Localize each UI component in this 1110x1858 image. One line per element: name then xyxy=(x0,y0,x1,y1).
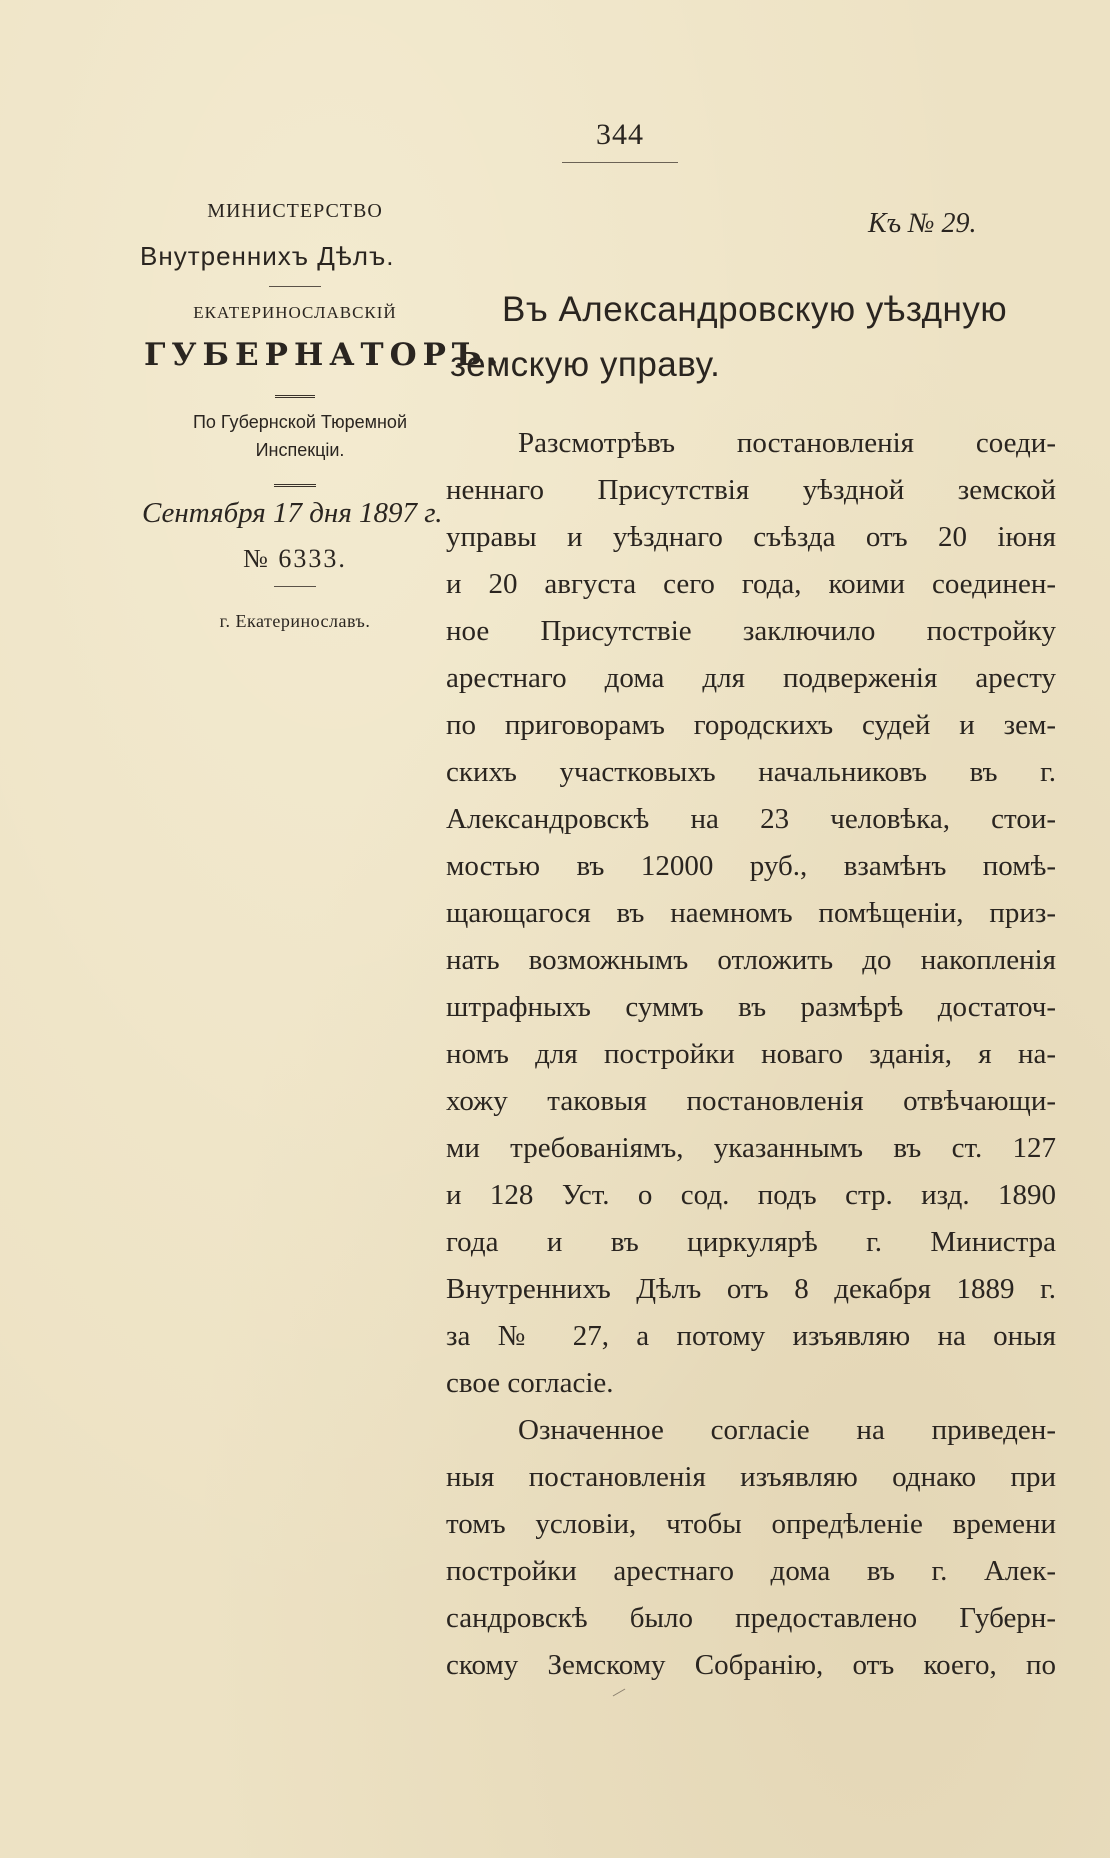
body-line: за № 27, а потому изъявляю на оныя xyxy=(446,1320,1056,1352)
body-line: года и въ циркулярѣ г. Министра xyxy=(446,1226,1056,1258)
reference-number: Къ № 29. xyxy=(868,208,977,239)
department xyxy=(130,408,460,464)
body-line: Означенное согласіе на приведен- xyxy=(518,1414,1056,1446)
department-line: Инспекціи. xyxy=(255,440,345,460)
letter-number: № 6333. xyxy=(243,544,347,573)
letter-body xyxy=(446,420,1056,1689)
body-line: номъ для постройки новаго зданія, я на- xyxy=(446,1038,1056,1070)
body-line: и 20 августа сего года, коими соединен- xyxy=(446,568,1056,600)
ministry-title: МИНИСТЕРСТВО xyxy=(207,200,383,222)
body-line: по приговорамъ городскихъ судей и зем- xyxy=(446,709,1056,741)
page-mark xyxy=(613,1689,626,1697)
body-line: Разсмотрѣвъ постановленія соеди- xyxy=(518,427,1056,459)
body-line: и 128 Уст. о сод. подъ стр. изд. 1890 xyxy=(446,1179,1056,1211)
page-number-rule xyxy=(562,162,678,163)
body-line: постройки арестнаго дома въ г. Алек- xyxy=(446,1555,1056,1587)
body-line: скому Земскому Собранію, отъ коего, по xyxy=(446,1649,1056,1681)
letter-date: Сентября 17 дня 1897 г. xyxy=(142,497,443,529)
body-line: Александровскѣ на 23 человѣка, стои- xyxy=(446,803,1056,835)
body-line: нать возможнымъ отложить до накопленія xyxy=(446,944,1056,976)
body-line: томъ условіи, чтобы опредѣленіе времени xyxy=(446,1508,1056,1540)
ministry-subtitle: Внутреннихъ Дѣлъ. xyxy=(140,241,395,271)
body-line: щающагося въ наемномъ помѣщеніи, приз- xyxy=(446,897,1056,929)
addressee-line: Въ Александровскую уѣздную xyxy=(502,290,1008,329)
governor-title: ГУБЕРНАТОРЪ. xyxy=(144,337,505,373)
body-line: ное Присутствіе заключило постройку xyxy=(446,615,1056,647)
governorate: ЕКАТЕРИНОСЛАВСКІЙ xyxy=(193,303,397,322)
body-line: штрафныхъ суммъ въ размѣрѣ достаточ- xyxy=(446,991,1056,1023)
page-number: 344 xyxy=(596,118,644,151)
addressee-line: земскую управу. xyxy=(450,345,721,384)
addressee xyxy=(450,282,1060,392)
department-line: По Губернской Тюремной xyxy=(192,412,407,432)
body-line: свое согласіе. xyxy=(446,1367,614,1399)
body-line: неннаго Присутствія уѣздной земской xyxy=(446,474,1056,506)
body-line: управы и уѣзднаго съѣзда отъ 20 іюня xyxy=(446,521,1056,553)
divider xyxy=(274,586,316,587)
body-line: ныя постановленія изъявляю однако при xyxy=(446,1461,1056,1493)
body-line: мостью въ 12000 руб., взамѣнъ помѣ- xyxy=(446,850,1056,882)
body-line: сандровскѣ было предоставлено Губерн- xyxy=(446,1602,1056,1634)
body-line: Внутреннихъ Дѣлъ отъ 8 декабря 1889 г. xyxy=(446,1273,1056,1305)
body-line: арестнаго дома для подверженія аресту xyxy=(446,662,1056,694)
divider xyxy=(274,484,316,487)
divider xyxy=(269,286,321,287)
divider xyxy=(275,395,315,398)
body-line: хожу таковыя постановленія отвѣчающи- xyxy=(446,1085,1056,1117)
letter-city: г. Екатеринославъ. xyxy=(219,611,371,631)
letterhead xyxy=(130,200,505,632)
body-line: скихъ участковыхъ начальниковъ въ г. xyxy=(446,756,1056,788)
body-line: ми требованіямъ, указаннымъ въ ст. 127 xyxy=(446,1132,1056,1164)
